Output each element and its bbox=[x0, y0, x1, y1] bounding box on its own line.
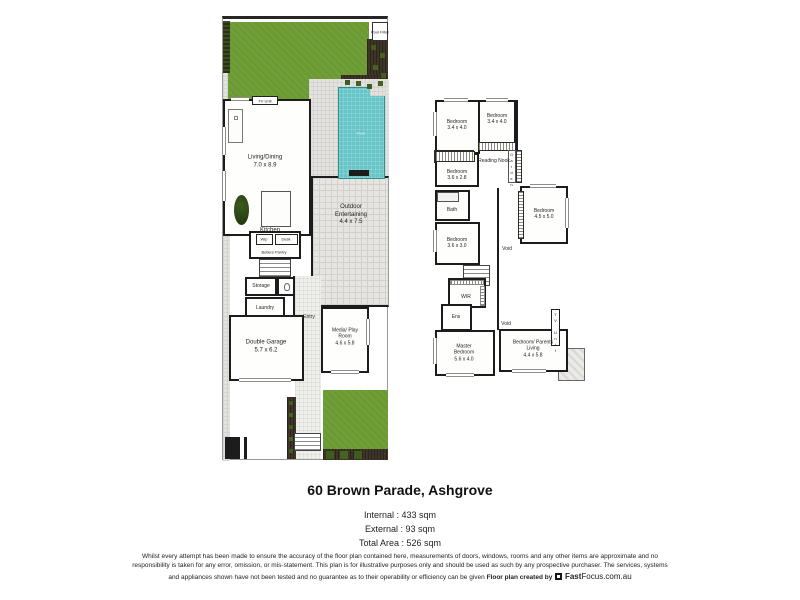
tree bbox=[234, 195, 249, 225]
master-bedroom-label bbox=[447, 344, 481, 363]
room-dims: 5.7 x 6.2 bbox=[254, 347, 278, 353]
wardrobe bbox=[450, 280, 484, 285]
ens-label bbox=[452, 314, 461, 320]
window bbox=[433, 338, 437, 364]
label-text: TV Unit bbox=[258, 98, 272, 104]
garden-label bbox=[509, 152, 514, 188]
window bbox=[565, 198, 569, 228]
room-dims: 4.4 x 5.8 bbox=[523, 352, 543, 359]
living-dining-label bbox=[248, 155, 282, 170]
bedroom-top-left-label bbox=[447, 119, 467, 132]
label-text: Pool Filter bbox=[370, 29, 390, 35]
retaining-wall bbox=[244, 437, 247, 459]
tv-unit-upper-label bbox=[553, 312, 558, 354]
label-text: Garden bbox=[509, 152, 514, 188]
plants bbox=[326, 451, 334, 459]
parents-living-label bbox=[512, 340, 554, 359]
window bbox=[433, 230, 437, 252]
label-text: Laundry bbox=[255, 304, 275, 311]
room-name: Bedroom bbox=[446, 168, 468, 175]
bath-label bbox=[447, 207, 457, 213]
room-dims: 3.4 x 4.0 bbox=[487, 119, 507, 125]
label-text: Entry bbox=[303, 313, 315, 320]
outdoor-bench bbox=[349, 170, 369, 176]
pool-step bbox=[370, 87, 385, 96]
utility-box bbox=[228, 109, 243, 143]
room-name: Master Bedroom bbox=[453, 343, 475, 356]
room-name: Bedroom bbox=[446, 118, 468, 125]
window bbox=[222, 171, 226, 201]
tv-unit-label bbox=[258, 99, 271, 104]
brand-rest: Focus.com.au bbox=[581, 571, 632, 581]
page-title: 60 Brown Parade, Ashgrove bbox=[307, 482, 493, 498]
laundry-label bbox=[256, 305, 274, 311]
window bbox=[486, 98, 508, 102]
room-name: Bedroom bbox=[533, 207, 555, 214]
front-stairs bbox=[294, 433, 321, 451]
disclaimer bbox=[130, 552, 670, 582]
fastfocus-brand bbox=[565, 572, 632, 581]
wall-segment bbox=[497, 188, 499, 330]
upper-floor-plan bbox=[432, 98, 592, 390]
label-text: Wip bbox=[260, 236, 268, 242]
brand-bold: Fast bbox=[564, 571, 582, 581]
room-dims: 3.6 x 2.8 bbox=[447, 175, 467, 181]
pool-filter-label bbox=[371, 30, 389, 35]
window bbox=[366, 319, 370, 345]
retaining-wall bbox=[225, 437, 240, 459]
label-text: TV Unit bbox=[553, 312, 558, 354]
plants bbox=[289, 401, 293, 405]
kitchen-label bbox=[260, 227, 280, 235]
outdoor-entertaining-area bbox=[311, 176, 389, 307]
label-text: WIR bbox=[461, 293, 471, 300]
room-name: Media/ Play Room bbox=[331, 327, 359, 340]
label-text: Kitchen bbox=[259, 227, 281, 234]
reading-nook-label bbox=[478, 158, 510, 164]
media-play-room-label bbox=[328, 328, 362, 347]
window bbox=[231, 97, 249, 101]
garage-door-opening bbox=[239, 378, 291, 382]
room-name: Reading Nook bbox=[478, 157, 510, 164]
pool-label bbox=[357, 131, 365, 136]
total-area: Total Area : 526 sqm bbox=[358, 538, 442, 548]
window bbox=[512, 369, 546, 373]
room-dims: 5.6 x 4.0 bbox=[454, 356, 474, 363]
room-dims: 4.4 x 7.5 bbox=[339, 218, 363, 225]
stairs-ground bbox=[259, 259, 291, 277]
wir-label bbox=[461, 294, 471, 300]
window bbox=[530, 184, 556, 188]
plants bbox=[345, 80, 350, 85]
label-text: Pool bbox=[356, 130, 366, 136]
external-area: External : 93 sqm bbox=[364, 524, 436, 534]
plants bbox=[371, 45, 376, 50]
label-text: Butlers Pantry bbox=[261, 249, 287, 255]
fastfocus-logo-icon bbox=[555, 573, 562, 580]
room-dims: 3.4 x 4.0 bbox=[447, 125, 467, 131]
credit-prefix: Floor plan created by bbox=[486, 573, 553, 581]
internal-area: Internal : 433 sqm bbox=[363, 510, 437, 520]
bedroom-mid-right-label bbox=[534, 208, 554, 221]
room-dims: 4.5 x 5.0 bbox=[534, 214, 554, 220]
kitchen-island bbox=[261, 191, 291, 227]
window bbox=[433, 112, 437, 136]
ground-floor-plan bbox=[222, 16, 388, 460]
label-text: Desk bbox=[281, 236, 291, 242]
storage-label bbox=[252, 283, 270, 289]
disclaimer-text: Whilst every attempt has been made to ensure the accuracy of the floor plan contained here, measurements of doors, windows, rooms and any other items are approximate and no responsibility is taken for any error, omission, or mis-statement. This plan is for illustrative purposes only and should be used as such by any prospective purchaser. The services, systems and appliances shown have not been tested and no guarantee as to their operability or efficiency can be given bbox=[132, 553, 668, 581]
room-name: Bedroom bbox=[446, 236, 468, 243]
label-text: Bath bbox=[446, 206, 458, 213]
void-label bbox=[502, 246, 512, 252]
butlers-pantry-label bbox=[261, 250, 286, 255]
bedroom-mid-left-label bbox=[447, 169, 467, 182]
room-dims: 3.6 x 3.0 bbox=[447, 243, 467, 249]
toilet-icon bbox=[284, 283, 290, 291]
entry-label bbox=[303, 314, 315, 320]
wip-label bbox=[261, 237, 268, 242]
bedroom-lower-left-label bbox=[447, 237, 467, 250]
outdoor-entertaining-label bbox=[334, 204, 368, 227]
window bbox=[222, 127, 226, 155]
window bbox=[446, 373, 474, 377]
room-dims: 7.0 x 8.9 bbox=[253, 162, 277, 168]
wall-segment bbox=[516, 100, 518, 150]
garden-bed bbox=[367, 39, 388, 79]
label-text: Void bbox=[502, 245, 512, 252]
label-text: Storage bbox=[252, 282, 270, 289]
double-garage-label bbox=[246, 340, 287, 355]
wardrobe bbox=[480, 286, 485, 306]
wardrobe bbox=[435, 151, 475, 162]
window bbox=[444, 98, 468, 102]
label-text: Void bbox=[501, 320, 511, 327]
wall-segment bbox=[293, 276, 295, 316]
hedge bbox=[223, 21, 230, 73]
room-name: Bedroom bbox=[486, 112, 508, 119]
void-label bbox=[501, 321, 511, 327]
bathtub bbox=[437, 192, 459, 202]
bedroom-top-right-label bbox=[487, 113, 507, 126]
room-dims: 4.6 x 5.8 bbox=[335, 340, 355, 347]
room-name: Outdoor Entertaining bbox=[334, 203, 368, 218]
room-name: Living/Dining bbox=[247, 154, 283, 161]
planter-hatch bbox=[516, 150, 522, 183]
room-name: Bedroom/ Parents Living bbox=[512, 339, 554, 352]
window bbox=[331, 370, 359, 374]
desk-label bbox=[281, 237, 290, 242]
utility-dot bbox=[234, 116, 238, 120]
room-name: Double Garage bbox=[245, 339, 287, 346]
wardrobe bbox=[518, 191, 524, 239]
label-text: Ens bbox=[451, 313, 461, 320]
front-lawn bbox=[323, 390, 388, 449]
